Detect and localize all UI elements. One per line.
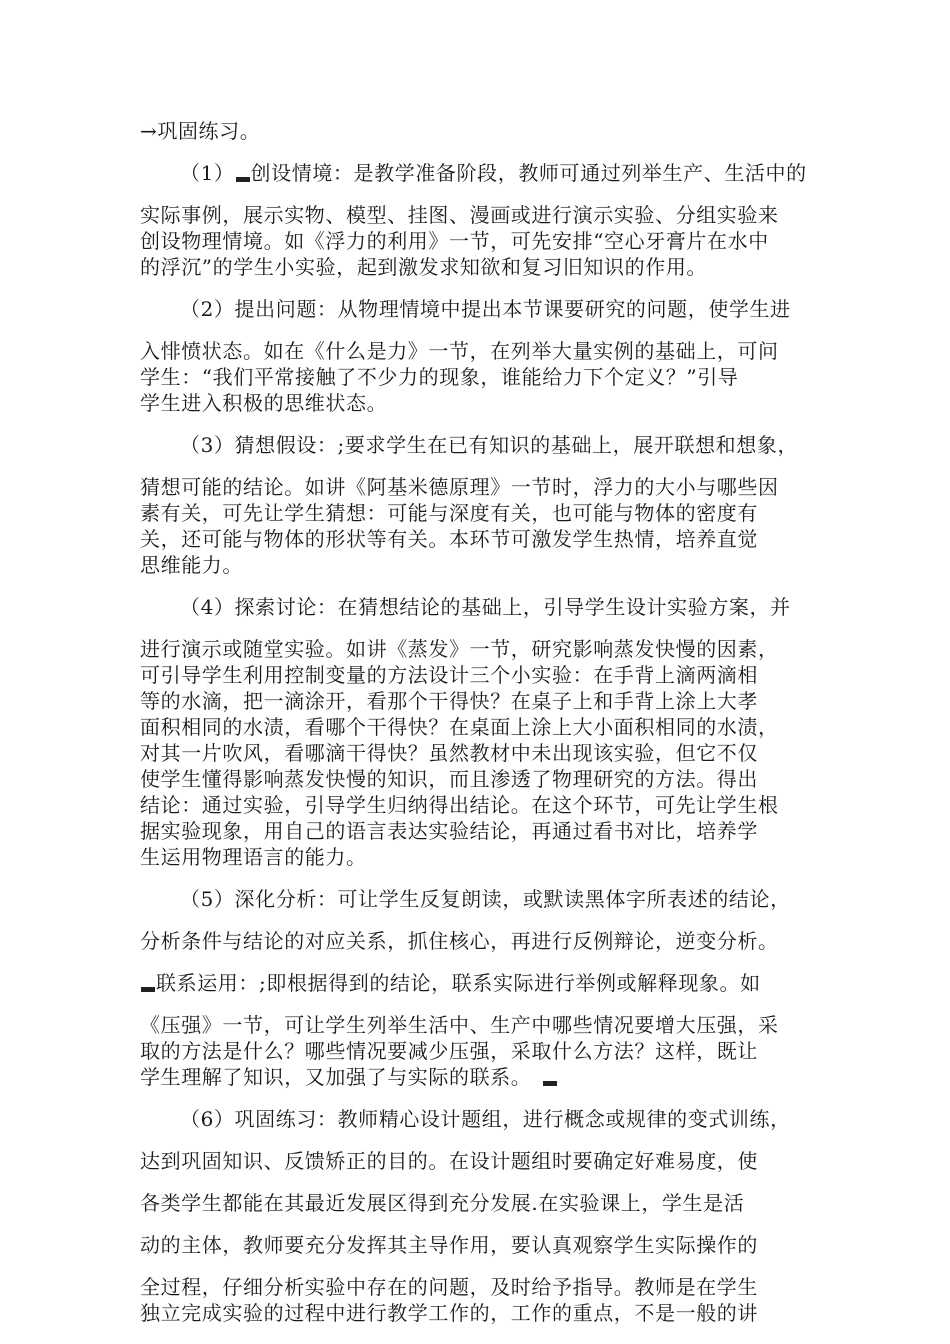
text-line: 各类学生都能在其最近发展区得到充分发展.在实验课上，学生是活 bbox=[140, 1191, 745, 1215]
text-line: 进行演示或随堂实验。如讲《蒸发》一节，研究影响蒸发快慢的因素， bbox=[140, 637, 779, 661]
text-line: 猜想可能的结论。如讲《阿基米德原理》一节时，浮力的大小与哪些因 bbox=[140, 475, 779, 499]
paragraph-4-first-line: （4）探索讨论：在猜想结论的基础上，引导学生设计实验方案，并 bbox=[180, 595, 791, 619]
text-line: 可引导学生利用控制变量的方法设计三个小实验：在手背上滴两滴相 bbox=[140, 663, 758, 687]
text-line: 对其一片吹风，看哪滴干得快？虽然教材中未出现该实验，但它不仅 bbox=[140, 741, 758, 765]
text-line: 取的方法是什么？哪些情况要减少压强，采取什么方法？这样，既让 bbox=[140, 1039, 758, 1063]
placeholder-mark-icon bbox=[141, 987, 155, 992]
text-line: →巩固练习。 bbox=[140, 119, 261, 143]
document-body bbox=[140, 118, 820, 1326]
text-line: 实际事例，展示实物、模型、挂图、漫画或进行演示实验、分组实验来 bbox=[140, 203, 779, 227]
paragraph-6-first-line: （6）巩固练习：教师精心设计题组，进行概念或规律的变式训练， bbox=[180, 1107, 791, 1131]
text-line: 学生：“我们平常接触了不少力的现象，谁能给力下个定义？”引导 bbox=[140, 365, 739, 389]
paragraph-5-first-line: （5）深化分析：可让学生反复朗读，或默读黑体字所表述的结论， bbox=[180, 887, 791, 911]
text-line: 独立完成实验的过程中进行教学工作的，工作的重点，不是一般的讲 bbox=[140, 1301, 758, 1325]
text-line: 思维能力。 bbox=[140, 553, 243, 577]
text-line: 《压强》一节，可让学生列举生活中、生产中哪些情况要增大压强，采 bbox=[140, 1013, 779, 1037]
text-line: 使学生懂得影响蒸发快慢的知识，而且渗透了物理研究的方法。得出 bbox=[140, 767, 758, 791]
placeholder-mark-icon bbox=[236, 177, 250, 182]
text-line: 学生进入积极的思维状态。 bbox=[140, 391, 388, 415]
text-line: 结论：通过实验，引导学生归纳得出结论。在这个环节，可先让学生根 bbox=[140, 793, 779, 817]
text-line bbox=[140, 970, 820, 996]
text-line: 动的主体，教师要充分发挥其主导作用，要认真观察学生实际操作的 bbox=[140, 1233, 758, 1257]
text-line: 达到巩固知识、反馈矫正的目的。在设计题组时要确定好难易度，使 bbox=[140, 1149, 758, 1173]
text-line: 分析条件与结论的对应关系，抓住核心，再进行反例辩论，逆变分析。 bbox=[140, 929, 779, 953]
text-line: 关，还可能与物体的形状等有关。本环节可激发学生热情，培养直觉 bbox=[140, 527, 758, 551]
paragraph-1-first-line bbox=[140, 160, 820, 186]
paragraph-number: （1） bbox=[180, 161, 235, 185]
text-line bbox=[140, 1064, 820, 1090]
text-line: 等的水滴，把一滴涂开，看那个干得快？在桌子上和手背上涂上大孝 bbox=[140, 689, 758, 713]
text-line: 面积相同的水渍，看哪个干得快？在桌面上涂上大小面积相同的水渍， bbox=[140, 715, 779, 739]
placeholder-mark-icon bbox=[543, 1081, 557, 1086]
paragraph-2-first-line: （2）提出问题：从物理情境中提出本节课要研究的问题，使学生进 bbox=[180, 297, 791, 321]
paragraph-3-first-line: （3）猜想假设：;要求学生在已有知识的基础上，展开联想和想象， bbox=[180, 433, 799, 457]
paragraph-text: 创设情境：是教学准备阶段，教师可通过列举生产、生活中的 bbox=[250, 161, 807, 185]
text-line: 创设物理情境。如《浮力的利用》一节，可先安排“空心牙膏片在水中 bbox=[140, 229, 769, 253]
text-line: 入悱愤状态。如在《什么是力》一节，在列举大量实例的基础上，可问 bbox=[140, 339, 779, 363]
text-segment: 联系运用：;即根据得到的结论，联系实际进行举例或解释现象。如 bbox=[156, 971, 761, 995]
text-line: 生运用物理语言的能力。 bbox=[140, 845, 367, 869]
text-line: 全过程，仔细分析实验中存在的问题，及时给予指导。教师是在学生 bbox=[140, 1275, 758, 1299]
text-line: 素有关，可先让学生猜想：可能与深度有关，也可能与物体的密度有 bbox=[140, 501, 758, 525]
text-line: 据实验现象，用自己的语言表达实验结论，再通过看书对比，培养学 bbox=[140, 819, 758, 843]
text-line: 的浮沉”的学生小实验，起到激发求知欲和复习旧知识的作用。 bbox=[140, 255, 708, 279]
text-segment: 学生理解了知识，又加强了与实际的联系。 bbox=[140, 1065, 532, 1089]
